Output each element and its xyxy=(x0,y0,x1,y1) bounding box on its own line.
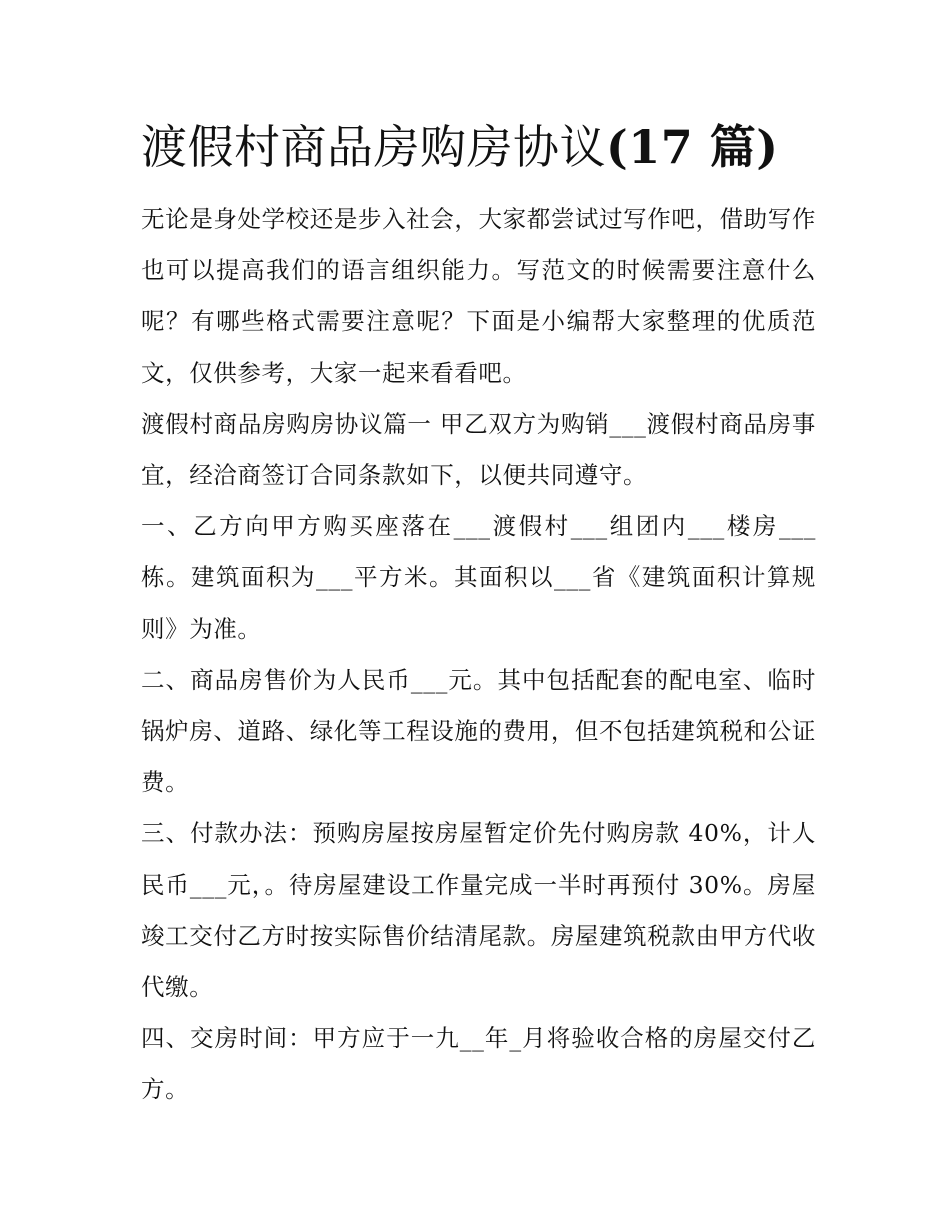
clause-1-paragraph: 一、乙方向甲方购买座落在___渡假村___组团内___楼房___栋。建筑面积为___平方米。其面积以___省《建筑面积计算规则》为准。 xyxy=(141,512,816,643)
clause-4-paragraph: 四、交房时间：甲方应于一九__年_月将验收合格的房屋交付乙方。 xyxy=(141,1024,816,1104)
intro-paragraph: 无论是身处学校还是步入社会，大家都尝试过写作吧，借助写作也可以提高我们的语言组织能力。写范文的时候需要注意什么呢？有哪些格式需要注意呢？下面是小编帮大家整理的优质范文，仅供参考，大家一起来看看吧。 xyxy=(141,205,816,387)
agreement-opening-paragraph: 渡假村商品房购房协议篇一 甲乙双方为购销___渡假村商品房事宜，经洽商签订合同条款如下，以便共同遵守。 xyxy=(141,409,816,490)
title-count: (17 篇) xyxy=(606,120,779,174)
document-page xyxy=(141,112,816,1116)
clause-3-paragraph: 三、付款办法：预购房屋按房屋暂定价先付购房款 40%，计人民币___元，。待房屋建设工作量完成一半时再预付 30%。房屋竣工交付乙方时按实际售价结清尾款。房屋建筑税款由甲方代收代缴。 xyxy=(141,819,816,1002)
document-title xyxy=(141,112,816,182)
title-text: 渡假村商品房购房协议 xyxy=(141,120,606,174)
clause-2-paragraph: 二、商品房售价为人民币___元。其中包括配套的配电室、临时锅炉房、道路、绿化等工程设施的费用，但不包括建筑税和公证费。 xyxy=(141,665,816,797)
